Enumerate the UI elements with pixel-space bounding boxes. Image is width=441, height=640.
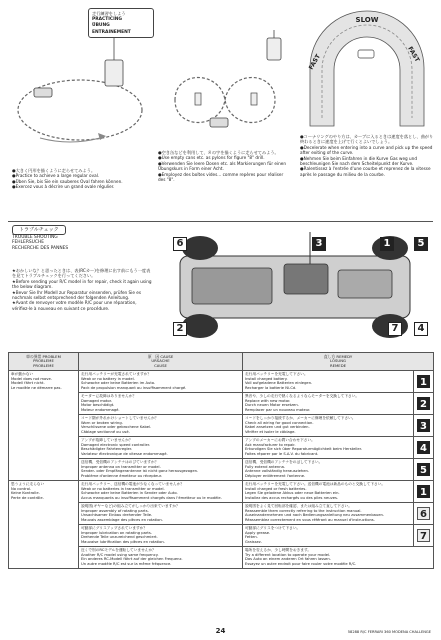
troubleshooting-title-en: TROUBLE SHOOTING [12, 235, 58, 240]
tip-cornering [300, 134, 434, 177]
label-slow: SLOW [355, 16, 379, 24]
row-number: 6 [417, 507, 430, 520]
problem-no-move: 車が動かない Model does not move. Modell fährt nicht. Le modèle ne démarre pas. [9, 370, 79, 480]
cause-cell: モーターに故障はありませんか？ Damaged motor. Motor beschädigt. Moteur endommagé. [79, 392, 243, 414]
header-problem: 車の異常 PROBLEM PROBLEME PROBLEME [9, 353, 79, 371]
tip-oval-jp: ●大きく円形を描くように走らせてみよう。 [12, 168, 96, 173]
row-number: 1 [417, 375, 430, 388]
problem-no-control: 思うように走らない No control. Keine Kontrolle. Perte de contrôle. [9, 480, 79, 568]
chassis-label-3: 3 [312, 237, 326, 251]
remedy-cell: 場所を変えるか、少し時間をおきます。 Try a different location to operate your model. Das Auto an einem anderen Ort fahren lassen. Essayez un autre endroit pour faire rouler votre modèle R/C. [243, 546, 434, 568]
header-remedy: 直し方 REMEDY LÖSUNG REMEDE [243, 353, 434, 371]
practice-title-de: ÜBUNG [92, 23, 110, 29]
remedy-cell: アンプのメーカーにお問い合わせ下さい。 Ask manufacturer to repair. Erkundigen Sie sich über Reparaturmöglichkeit beim Hersteller. Faites réparer par le S.A.V. du fabricant. [243, 436, 414, 458]
cause-cell: 走行用バッテリーが充電されていますか？ Weak or no battery in model. Schwache oder keine Batterien im Auto. Pack de propulsion manquant ou insuffisamment chargé. [79, 370, 243, 392]
cause-cell: 走行用バッテリー、送信機の電池が少なくなっていませんか？ Weak or no batteries in transmitter or model. Schwache oder keine Batterien in Sender oder Auto. Accus manquants ou insuffisamment chargés dans l'émetteur ou le modèle. [79, 480, 243, 502]
cornering-illustration [300, 8, 434, 128]
cause-cell: アンプが故障していませんか？ Damaged electronic speed controller. Beschädigter Fahrtenregler. Variateur électronique de vitesse endommagé. [79, 436, 243, 458]
chassis-label-2: 2 [173, 322, 187, 336]
ts-note-fr: ★Avant de renvoyer votre modèle R/C pour une réparation, vérifiez-le à nouveau en suivant ce procédure. [12, 300, 137, 311]
tip-eight-de: ●Verwenden Sie leere Dosen etc. als Markierungen für einen Übungskurs in Form einer Acht. [158, 160, 287, 172]
chassis-label-5: 5 [414, 237, 428, 251]
troubleshooting-title-fr: RECHERCHE DES PANNES [12, 245, 69, 251]
figure-eight-drawing [155, 30, 295, 160]
row-number: 1 [417, 485, 430, 498]
ts-note-de: ★Bevor Sie Ihr Modell zur Reparatur einsenden, prüfen Sie es nochmals selbst entsprechend der folgenden Anleitung. [12, 289, 142, 301]
troubleshooting-title-de: FEHLERSUCHE [12, 240, 45, 246]
cause-cell: コード類が外れかけショートしていませんか？ Worn or broken wiring. Verschlissene oder gebrochene Kabel. Câblage sectionné ou usé. [79, 414, 243, 436]
row-number: 2 [417, 397, 430, 410]
tip-oval [12, 168, 152, 190]
ts-note-jp: ★おかしいな？と思ったときは、表(RCカー)を修理に出す前にもう一度表を見てトラブルチェックを行ってください。 [12, 268, 151, 279]
practice-title-jp: 走行練習をしよう [92, 11, 126, 16]
remedy-cell: 説明図をよく見て回転部を確認、または組み立て直して下さい。 Reassemble them correctly referring to the instruction manual. Auseinandernehmen und nach Bedienungsanleitung neu zusammenbauen. Réassemblez correctement en vous référant au manuel d'instructions. [243, 502, 414, 524]
tip-oval-fr: ●Exercez vous à décrire un grand ovale régulier. [12, 184, 115, 190]
cause-cell: 送信機、受信機のアンテナはのびていますか？ Improper antenna on transmitter or model. Sender- oder Empfängerantenne ist nicht ganz herausgezogen. Problème d'antenne émetteur ou récepteur. [79, 458, 243, 480]
oval-illustration [10, 30, 150, 160]
tip-eight-fr: ●Employez des boîtes vides... comme repères pour réaliser des "8". [158, 171, 284, 183]
troubleshooting-table [8, 352, 434, 569]
troubleshooting-notes [12, 268, 152, 311]
row-number: 7 [417, 529, 430, 542]
chassis-label-6: 6 [173, 237, 187, 251]
row-number: 4 [417, 441, 430, 454]
ts-note-en: ★Before sending your R/C model in for repair, check it again using the below diagram. [12, 278, 152, 290]
cause-cell: 可動部にグリスアップされていますか？ Improper lubrication on rotating parts. Drehende Teile unzureichend geschmiert. Mauvaise lubrification des pièces en rotation. [79, 524, 243, 546]
remedy-cell: コードをしっかり接続するか、メーカーに修理を依頼して下さい。 Check all wiring for good connection. Kabel ansetzen und gut verbinden. Vérifier et isoler le câblage. [243, 414, 414, 436]
row-number: 3 [417, 419, 430, 432]
header-cause: 原 因 CAUSE URSACHE CAUSE [79, 353, 243, 371]
table-row [9, 370, 434, 392]
table-row [9, 480, 434, 502]
tip-eight-jp: ●空き缶などを利用して、８の字を描くように走らせてみよう。 [158, 150, 279, 155]
tip-corner-en: ●Decelerate when entering into a curve and pick up the speed after exiting of the curve. [300, 144, 433, 156]
remedy-cell: 異音や、少しの走行で熱くなるようならモーターを交換して下さい。 Replace with new motor. Durch neuen Motor ersetzen. Remplacer par un nouveau moteur. [243, 392, 414, 414]
remedy-cell: 可動部にグリスをつけて下さい。 Apply grease. Fetten. Graissez. [243, 524, 414, 546]
cause-cell: 近くで別のRCモデルを運転していませんか？ Another R/C model using same frequency. Ein anderes RC-Modell fährt auf der gleichen Frequenz. Un autre modèle R/C est sur la même fréquence. [79, 546, 243, 568]
page-number: 24 [215, 627, 226, 635]
remedy-cell: 走行用バッテリーを充電して下さい。 Install charged battery. Voll aufgeladene Batterien einlegen. Recharger la batterie Ni-Cd. [243, 370, 414, 392]
practice-title-en: PRACTICING [92, 17, 122, 23]
tip-eight-en: ●Use empty cans etc. as pylons for figure "8" drill. [158, 155, 265, 161]
label-fast-right: FAST [406, 45, 421, 64]
section-divider [8, 221, 433, 222]
cause-cell: 説明図(ギヤーなど)の組み立てがしっかり出来ていますか？ Improper assembly of rotating parts. Unsachtsamer Einbau drehender Teile. Mauvais assemblage des pièces en rotation. [79, 502, 243, 524]
row-number: 5 [417, 463, 430, 476]
cornering-drawing [300, 8, 434, 128]
troubleshooting-heading [12, 225, 152, 251]
table-header-row [9, 353, 434, 371]
tip-figure-eight [158, 150, 290, 182]
remedy-cell: 送信機、受信機のアンテナをのばして下さい。 Fully extend antenna. Antenne vollständig herausziehen. Déployer entièrement l'antenne. [243, 458, 414, 480]
tip-corner-jp: ●コーナリングのやり方は、カーブに入るときは速度を落とし、曲がり終わるときに速度を上げて行くとよいでしょう。 [300, 134, 434, 145]
tip-corner-de: ●Nehmen Sie beim Einfahren in die Kurve Gas weg und beschleunigen Sie nach dem Scheitelpunkt der Kurve. [300, 155, 417, 167]
remedy-cell: 走行用バッテリーを充電して下さい。送信機の電池は新品のものと交換して下さい。 Install charged or fresh batteries. Legen Sie geladene Akkus oder neue Batterien ein. Installez des accus rechargés ou des piles neuves. [243, 480, 414, 502]
tip-corner-fr: ●Ralentissez à l'entrée d'une courbe et reprenez de la vitesse après le passage du milieu de la courbe. [300, 166, 431, 177]
practice-title-fr: ENTRAINEMENT [92, 29, 131, 35]
chassis-label-4: 4 [414, 322, 428, 336]
tip-oval-en: ●Practice to achieve a large regular oval. [12, 173, 100, 179]
model-footer: 58288 R/C FERRARI 360 MODENA CHALLENGE [347, 630, 431, 634]
tip-oval-de: ●Üben Sie, bis Sie ein sauberes Oval fahren können. [12, 178, 123, 184]
figure-eight-illustration [155, 30, 295, 160]
oval-drawing [10, 30, 150, 160]
troubleshooting-title-jp: トラブルチェック [12, 225, 66, 235]
label-fast-left: FAST [307, 53, 322, 71]
chassis-label-7: 7 [388, 322, 402, 336]
chassis-label-1: 1 [380, 237, 394, 251]
